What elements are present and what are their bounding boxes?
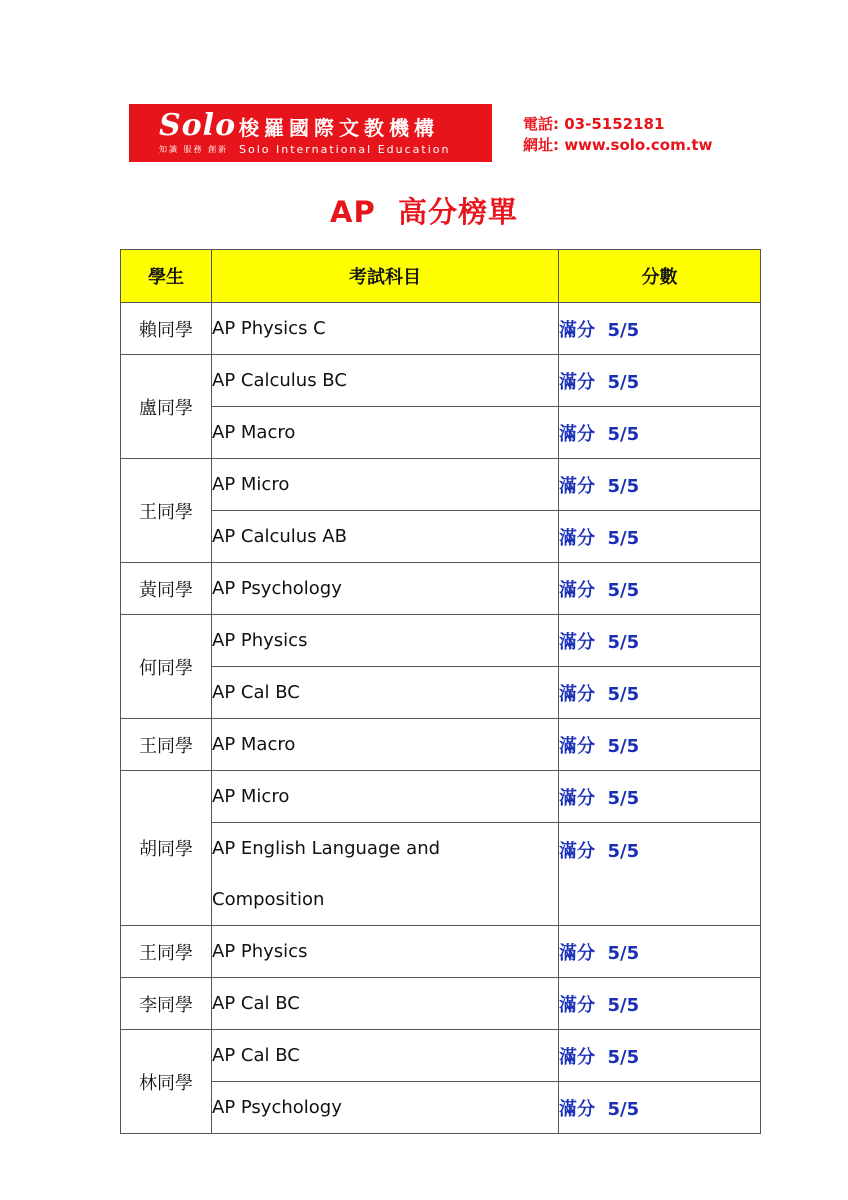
table-row [121,719,761,771]
exam-subject: AP Cal BC [212,667,559,719]
table-row [121,407,761,459]
page-title: AP 高分榜單 [330,195,518,229]
student-name: 賴同學 [121,303,212,355]
brand-logo: Solo [159,108,237,143]
table-header-row [121,250,761,303]
student-name: 胡同學 [121,771,212,926]
table-row [121,1030,761,1082]
website-url: 網址: www.solo.com.tw [523,136,713,154]
exam-score: 滿分 5/5 [559,719,761,771]
exam-score: 滿分 5/5 [559,1030,761,1082]
exam-score: 滿分 5/5 [559,667,761,719]
exam-score: 滿分 5/5 [559,978,761,1030]
exam-score: 滿分 5/5 [559,459,761,511]
exam-subject: AP Psychology [212,563,559,615]
exam-score: 滿分 5/5 [559,1082,761,1134]
exam-subject: AP English Language and Composition [212,823,559,926]
table-row [121,667,761,719]
table-row [121,615,761,667]
student-name: 李同學 [121,978,212,1030]
exam-score: 滿分 5/5 [559,823,761,926]
student-name: 何同學 [121,615,212,719]
table-row [121,355,761,407]
header-score: 分數 [559,250,761,303]
student-name: 黃同學 [121,563,212,615]
exam-subject: AP Micro [212,771,559,823]
exam-subject: AP Psychology [212,1082,559,1134]
student-name: 林同學 [121,1030,212,1134]
table-row [121,1082,761,1134]
exam-subject: AP Calculus AB [212,511,559,563]
table-row [121,978,761,1030]
table-row [121,511,761,563]
exam-subject: AP Physics [212,615,559,667]
exam-score: 滿分 5/5 [559,926,761,978]
org-name-chinese: 梭羅國際文教機構 [239,116,439,140]
logo-banner [129,104,492,162]
exam-subject: AP Cal BC [212,978,559,1030]
exam-score: 滿分 5/5 [559,303,761,355]
student-name: 王同學 [121,719,212,771]
exam-subject: AP Calculus BC [212,355,559,407]
exam-subject: AP Micro [212,459,559,511]
contact-info [523,114,712,156]
exam-subject: AP Cal BC [212,1030,559,1082]
exam-subject: AP Macro [212,407,559,459]
exam-score: 滿分 5/5 [559,615,761,667]
table-row [121,563,761,615]
exam-subject: AP Physics [212,926,559,978]
org-name-english: Solo International Education [239,143,451,156]
student-name: 王同學 [121,459,212,563]
exam-score: 滿分 5/5 [559,407,761,459]
table-row [121,771,761,823]
exam-subject: AP Macro [212,719,559,771]
table-row [121,926,761,978]
table-row [121,823,761,926]
student-name: 盧同學 [121,355,212,459]
exam-subject: AP Physics C [212,303,559,355]
exam-score: 滿分 5/5 [559,355,761,407]
score-table [120,249,761,1134]
exam-score: 滿分 5/5 [559,511,761,563]
brand-slogan: 知識 服務 創新 [159,145,229,154]
exam-score: 滿分 5/5 [559,563,761,615]
header-subject: 考試科目 [212,250,559,303]
exam-score: 滿分 5/5 [559,771,761,823]
header-student: 學生 [121,250,212,303]
phone-number: 電話: 03-5152181 [523,115,665,133]
table-row [121,459,761,511]
student-name: 王同學 [121,926,212,978]
table-row [121,303,761,355]
